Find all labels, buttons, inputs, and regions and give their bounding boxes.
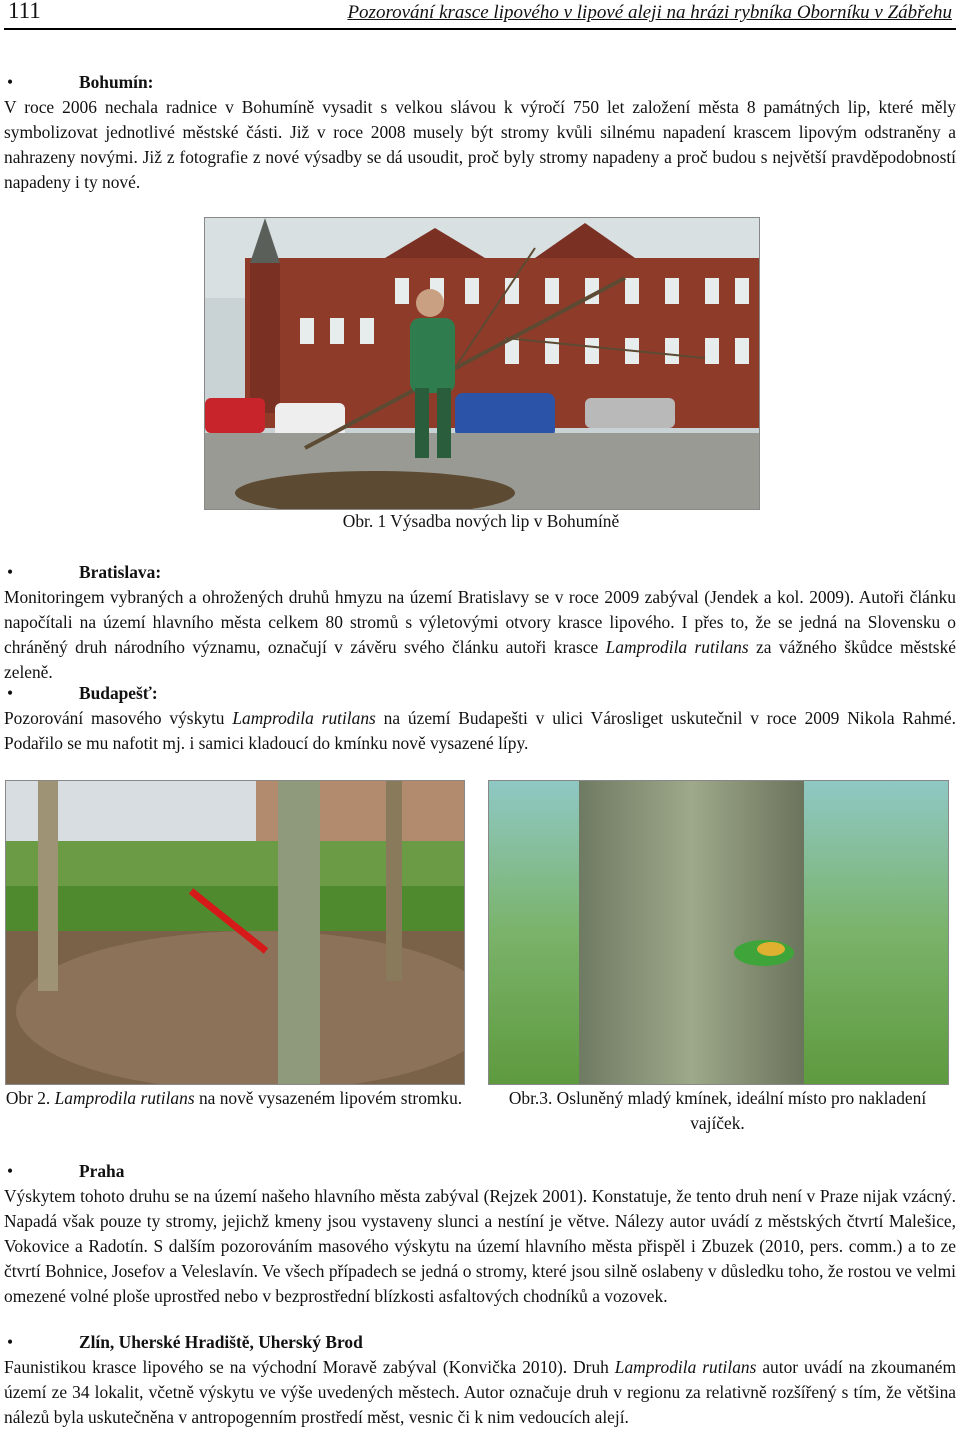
section-bratislava xyxy=(4,560,956,685)
text-run: autor uvádí na zkoumaném území ze 34 lokalit, včetně výskytu ve výše uvedených městech. Autor označuje druh v regionu za relativně rozšířený s tím, že většina nálezů byla uskutečněna v antropogenním prostředí měst, vesnic či k nim vedoucích alejí. xyxy=(4,1357,956,1427)
bullet-icon: • xyxy=(7,562,14,582)
bullet-icon: • xyxy=(7,1161,14,1181)
heading-bratislava: Bratislava: xyxy=(79,562,162,582)
paragraph-bratislava xyxy=(4,585,956,685)
paragraph-praha: Výskytem tohoto druhu se na území našeho hlavního města zabýval (Rejzek 2001). Konstatuje, že tento druh není v Praze nijak vzácný. Napadá však pouze ty stromy, jejichž kmeny jsou vystaveny slunci a nestíní je větve. Nálezy autor uvádí z městských čtvrtí Malešice, Vokovice a Radotín. S dalším pozorováním masového výskytu na území hlavního města přispěl i Zbuzek (2010, pers. comm.) a to ze čtvrtí Bohnice, Josefov a Veleslavín. Ve všech případech se jedná o stromy, které jsou silně oslabeny v důsledku toho, že rostou ve velmi omezené volné ploše uprostřed nebo v bezprostřední blízkosti asfaltových chodníků a vozovek. xyxy=(4,1186,956,1306)
section-heading xyxy=(4,560,956,585)
heading-zlin: Zlín, Uherské Hradiště, Uherský Brod xyxy=(79,1332,363,1352)
figure-2-caption xyxy=(5,1086,463,1111)
species-name: Lamprodila rutilans xyxy=(605,637,749,657)
text-run: Obr 2. xyxy=(5,1088,55,1108)
beetle-on-tree-photo-illustration xyxy=(6,781,464,1084)
figure-2-photo xyxy=(5,780,465,1085)
heading-bohumin: Bohumín: xyxy=(79,72,154,92)
paragraph-bohumin: V roce 2006 nechala radnice v Bohumíně vysadit s velkou slávou k výročí 750 let založení města 8 památných lip, které měly symbolizovat jednotlivé městské části. Již v roce 2008 musely být stromy kvůli silnému napadení krascem lipovým odstraněny a nahrazeny novými. Již z fotografie z nové výsadby se dá usoudit, proč byly stromy napadeny a proč budou s největší pravděpodobností napadeny i ty nové. xyxy=(4,97,956,192)
section-bohumin xyxy=(4,70,956,195)
paragraph-budapest xyxy=(4,706,956,756)
heading-praha: Praha xyxy=(79,1161,125,1181)
text-run: na nově vysazeném lipovém stromku. xyxy=(194,1088,463,1108)
text-run: Pozorování masového výskytu xyxy=(4,708,233,728)
text-run: Faunistikou krasce lipového se na východní Moravě zabýval (Konvička 2010). Druh xyxy=(4,1357,615,1377)
section-zlin xyxy=(4,1330,956,1430)
paragraph-zlin xyxy=(4,1355,956,1430)
figure-3-photo xyxy=(488,780,949,1085)
heading-budapest: Budapešť: xyxy=(79,683,158,703)
text-run: za vážného škůdce městské zeleně. xyxy=(4,637,956,682)
species-name: Lamprodila rutilans xyxy=(232,708,376,728)
figure-3-caption: Obr.3. Osluněný mladý kmínek, ideální místo pro nakladení vajíček. xyxy=(508,1088,927,1133)
section-heading xyxy=(4,1330,956,1355)
text-run: Monitoringem vybraných a ohrožených druhů hmyzu na území Bratislavy se v roce 2009 zabýval (Jendek a kol. 2009). Autoři článku napočítali na území hlavního města celkem 80 stromů s výletovými otvory krasce lipového. I přes to, že se jedná na Slovensku o chráněný druh národního významu, označují v závěru svého článku autoři krasce xyxy=(4,587,956,657)
figure-1-caption: Obr. 1 Výsadba nových lip v Bohumíně xyxy=(342,511,620,531)
section-heading xyxy=(4,1159,956,1184)
text-run: na území Budapešti v ulici Városliget uskutečnil v roce 2009 Nikola Rahmé. Podařilo se mu nafotit mj. i samici kladoucí do kmínku nově vysazené lípy. xyxy=(4,708,956,753)
section-heading xyxy=(4,70,956,95)
bullet-icon: • xyxy=(7,683,14,703)
bullet-icon: • xyxy=(7,1332,14,1352)
section-praha xyxy=(4,1159,956,1309)
running-title: Pozorování krasce lipového v lipové aleji na hrázi rybníka Oborníku v Zábřehu xyxy=(347,2,952,23)
sunlit-trunk-photo-illustration xyxy=(489,781,948,1084)
page-number: 111 xyxy=(8,0,41,23)
page-header xyxy=(4,0,956,30)
bullet-icon: • xyxy=(7,72,14,92)
section-heading xyxy=(4,681,956,706)
species-name: Lamprodila rutilans xyxy=(614,1357,757,1377)
species-name: Lamprodila rutilans xyxy=(54,1088,195,1108)
figure-1-photo xyxy=(204,217,760,510)
section-budapest xyxy=(4,681,956,756)
planting-photo-illustration xyxy=(205,218,759,509)
